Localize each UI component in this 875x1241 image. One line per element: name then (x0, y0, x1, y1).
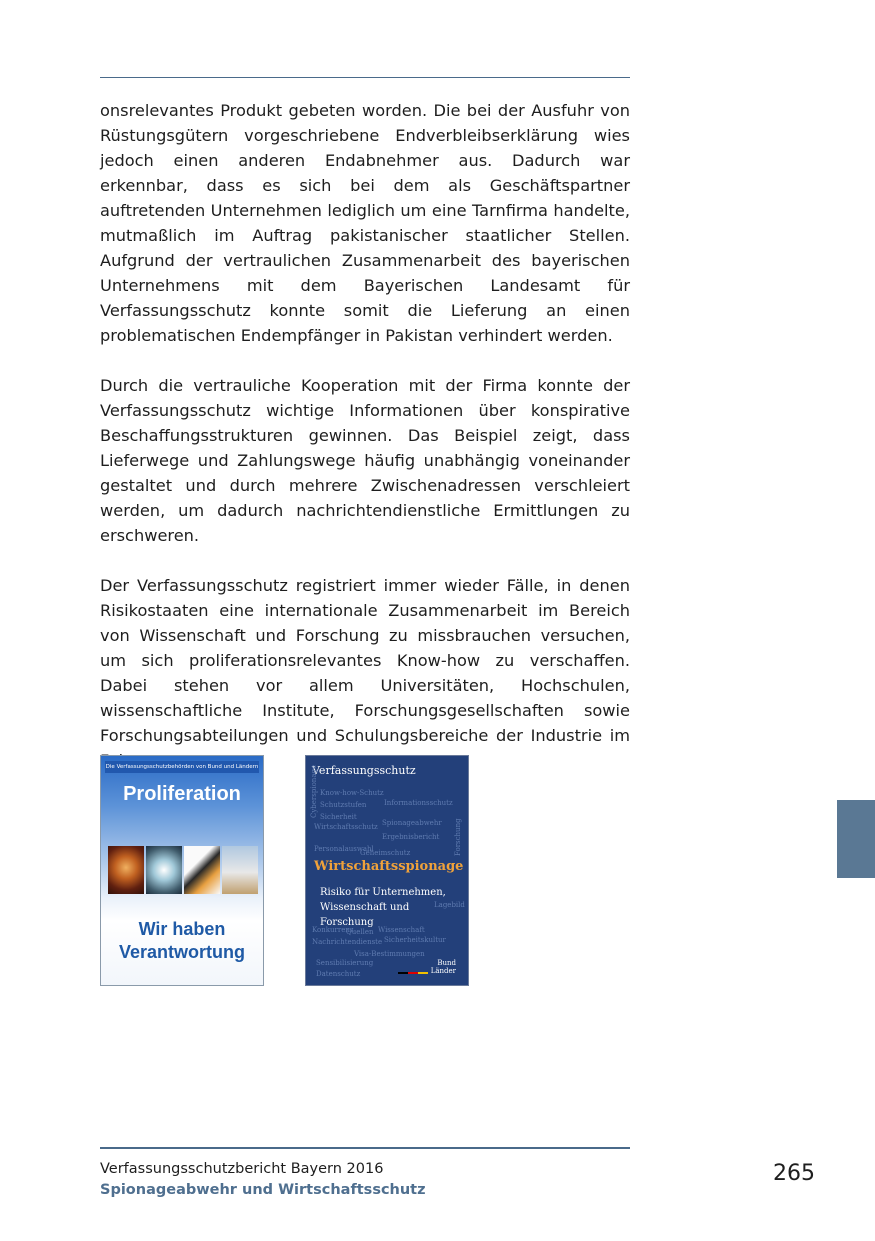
wirtschaftsspionage-brochure-cover (305, 755, 469, 986)
background-word: Sicherheitskultur (384, 936, 446, 944)
logo-line: Länder (430, 967, 456, 975)
body-text (100, 98, 630, 798)
header-rule (100, 77, 630, 78)
cover-photo-strip (108, 846, 258, 896)
chapter-tab-marker (837, 800, 875, 878)
background-word: Wissenschaft (378, 926, 425, 934)
cover-subtitle (320, 885, 460, 930)
paragraph: Der Verfassungsschutz registriert immer wieder Fälle, in denen Risikostaaten eine internationale Zusammenarbeit im Bereich von Wissenschaft und Forschung zu missbrauchen versuchen, um sich proliferationsrelevantes Know-how zu verschaffen. Dabei stehen vor allem Universitäten, Hochschulen, wissenschaftliche Institute, Forschungsgesellschaften sowie Forschungsabteilungen und Schulungsbereiche der Industrie im (100, 576, 630, 745)
logo-line: Bund (437, 959, 456, 967)
footer-rule (100, 1147, 630, 1149)
molecule-photo (146, 846, 182, 894)
background-word: Sicherheit (320, 813, 357, 821)
background-word: Lagebild (434, 901, 465, 909)
background-word: Geheimschutz (360, 849, 411, 857)
cover-title: Proliferation (123, 783, 241, 805)
background-word: Nachrichtendienste (312, 938, 383, 946)
explosion-photo (108, 846, 144, 894)
background-word: Informationsschutz (384, 799, 453, 807)
background-word: Visa-Bestimmungen (354, 950, 425, 958)
background-word: Sensibilisierung (316, 959, 374, 967)
cover-subtitle-line: Risiko für Unternehmen, (320, 887, 446, 898)
background-word: Personalauswahl (314, 845, 374, 853)
proliferation-brochure-cover (100, 755, 264, 986)
handshake-photo (184, 846, 220, 894)
background-word: Ergebnisbericht (382, 833, 440, 841)
cover-subtitle-line: Wissenschaft und (320, 902, 410, 913)
german-flag-stripe (398, 972, 428, 974)
cover-subtitle-line: Verantwortung (118, 942, 245, 962)
cover-header: Die Verfassungsschutzbehörden von Bund und Ländern (105, 761, 259, 773)
page-number: 265 (773, 1161, 815, 1186)
paragraph: onsrelevantes Produkt gebeten worden. Die bei der Ausfuhr von Rüstungsgütern vorgeschriebene Endverbleibserklärung wies jedoch einen anderen Endabnehmer aus. Dadurch war erkennbar, dass es sich bei dem als Geschäftspartner auftretenden Unternehmen lediglich um eine Tarnfirma handelte, mutmaßlich im Auftrag pakistanischer staatlicher Stellen. Aufgrund der vertraulichen Zusammenarbeit des bayerischen Unternehmens mit dem Bayerischen Landesamt für Verfassungsschutz konnte somit die Lieferung an einen problematischen Endempfänger in Pakistan verhindert werden. (100, 101, 630, 345)
background-word: Spionageabwehr (382, 819, 442, 827)
background-word: Quellen (346, 928, 374, 936)
cover-subtitle-line: Forschung (320, 917, 374, 928)
background-word: Konkurrenz (312, 926, 354, 934)
background-word: Datenschutz (316, 970, 361, 978)
footer-section: Spionageabwehr und Wirtschaftsschutz (100, 1182, 426, 1198)
paragraph: Durch die vertrauliche Kooperation mit der Firma konnte der Verfassungsschutz wichtige Informationen über konspirative Beschaffungsstrukturen gewinnen. Das Beispiel zeigt, dass Lieferwege und Zahlungswege häufig unabhängig voneinander gestaltet und durch mehrere Zwischenadressen verschleiert werden, um dadurch nachrichtendienstliche Ermittlungen zu erschweren. (100, 376, 630, 545)
cover-subtitle (101, 918, 263, 964)
bund-laender-logo (398, 959, 456, 979)
background-word: Forschung (454, 818, 462, 856)
background-word: Know-how-Schutz (320, 789, 384, 797)
background-word: Wirtschaftsschutz (314, 823, 378, 831)
cover-subtitle-line: Wir haben (138, 919, 226, 939)
background-word: Cyberspionage (310, 764, 318, 818)
rocket-launch-photo (222, 846, 258, 894)
cover-title: Wirtschaftsspionage (314, 859, 464, 874)
background-word: Schutzstufen (320, 801, 367, 809)
cover-kicker: Verfassungsschutz (312, 764, 416, 777)
footer-title: Verfassungsschutzbericht Bayern 2016 (100, 1161, 384, 1177)
